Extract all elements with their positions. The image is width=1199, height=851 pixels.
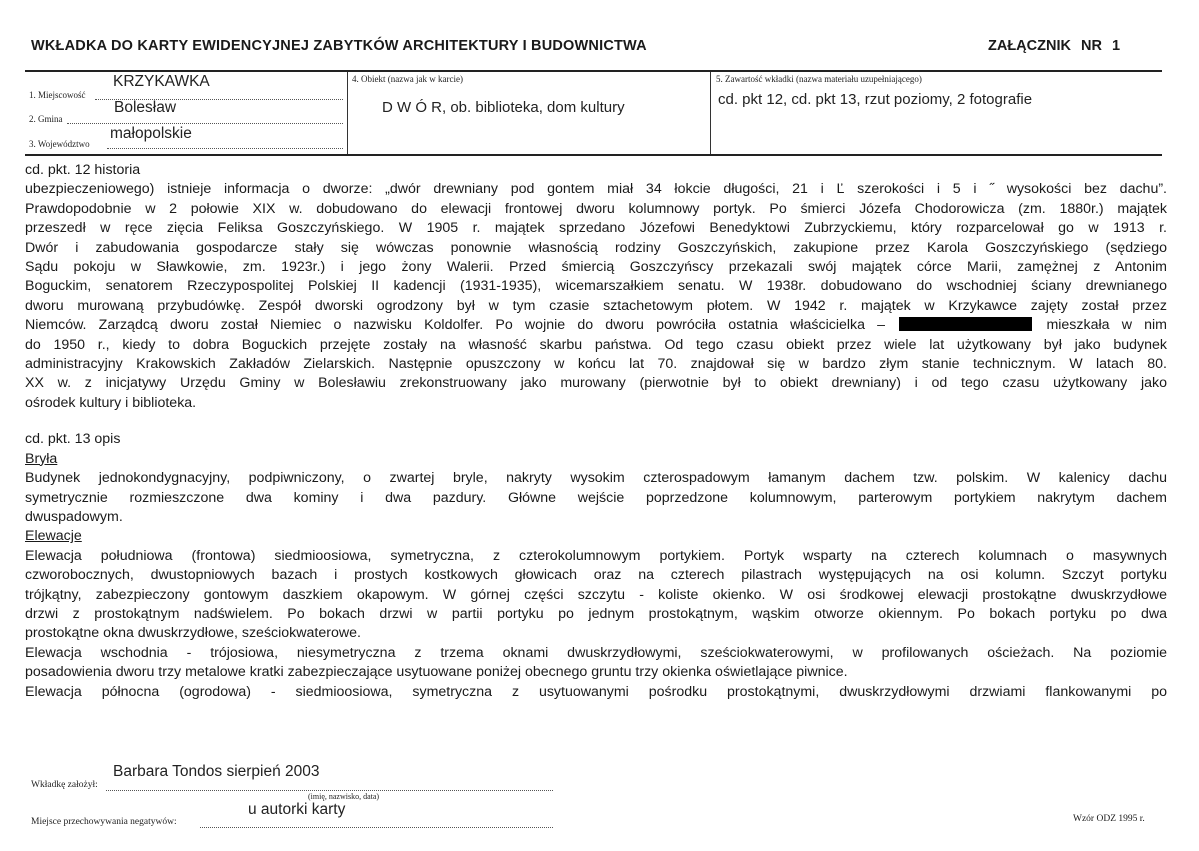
text-line: Elewacja południowa (frontowa) siedmioosiowa, symetryczna, z czterokolumnowym portykiem. Portyk wsparty na czterech kolumnach o masywnych — [25, 547, 1167, 564]
text-line: dwuspadowym. — [25, 508, 123, 525]
text-line: ośrodek kultury i biblioteka. — [25, 394, 197, 411]
column-divider — [710, 72, 711, 154]
text-line: Prawdopodobnie w 2 połowie XIX w. dobudowano do elewacji frontowej dworu kolumnowy portyk. Po śmierci Józefa Chodorowicza (zm. 1880r.) majątek — [25, 200, 1167, 217]
wojewodztwo-value: małopolskie — [110, 125, 192, 142]
negatives-value: u autorki karty — [248, 801, 346, 818]
text-line: symetrycznie rozmieszczone dwa kominy i dwa pazdury. Główne wejście poprzedzone kolumnowym, parterowym portykiem nakrytym dachem — [25, 489, 1167, 506]
form-header-box — [25, 70, 1162, 156]
negatives-label: Miejsce przechowywania negatywów: — [31, 817, 177, 827]
text-segment: Niemców. Zarządcą dworu został Niemiec o nazwisku Koldolfer. Po wojnie do dworu powróciła ostatnia właścicielka – — [25, 317, 886, 334]
elewacje-heading: Elewacje — [25, 528, 82, 545]
dotted-line — [106, 790, 553, 791]
text-line: drzwi z prostokątnym nadświelem. Po bokach drzwi w partii portyku po jednym prostokątnym, wąskim otworze okiennym. Po bokach portyku po dwa — [25, 605, 1167, 622]
text-line: administracyjny Krakowskich Zakładów Zielarskich. Następnie opuszczony w końcu lat 70. znajdował się w bardzo złym stanie technicznym. W latach 80. — [25, 356, 1167, 373]
text-line: Boguckim, senatorem Rzeczypospolitej Polskiej II kadencji (1931-1935), wicemarszałkiem senatu. W 1938r. dobudowano do wschodniej ściany drewnianego — [25, 278, 1167, 295]
text-line: XX w. z inicjatywy Urzędu Gminy w Bolesławiu zrekonstruowany jako murowany (pierwotnie był to obiekt drewniany) i od tego czasu użytkowany jako — [25, 375, 1167, 392]
miejscowosc-value: KRZYKAWKA — [113, 73, 210, 90]
section-13-heading: cd. pkt. 13 opis — [25, 431, 121, 448]
text-line: Budynek jednokondygnacyjny, podpiwniczony, o zwartej bryle, nakryty wysokim czterospadowym łamanym dachem tzw. polskim. W kalenicy dachu — [25, 470, 1167, 487]
text-line: Elewacja północna (ogrodowa) - siedmioosiowa, symetryczna z usytuowanymi pośrodku prostokątnymi, dwuskrzydłowymi drzwiami flankowanymi po — [25, 683, 1167, 700]
gmina-value: Bolesław — [114, 99, 177, 116]
text-line: trójkątny, zabezpieczony gontowym daszkiem okapowym. W górnej części szczytu - koliste okienko. W osi środkowej elewacji prostokątne dwuskrzydłowe — [25, 586, 1167, 603]
text-line: dworu murowaną przybudówkę. Zespół dworski ogrodzony był w tym czasie sztachetowym płotem. W 1942 r. majątek w Krzykawce zajęty został przez — [25, 297, 1167, 314]
dotted-line — [67, 123, 343, 124]
text-line: Dwór i zabudowania gospodarcze stały się wówczas ponownie własnością rodziny Goszczyńskich, zakupione przez Karola Goszczyńskiego (sędziego — [25, 239, 1167, 256]
text-line-redacted — [25, 316, 1167, 335]
text-line: prostokątne okna dwuskrzydłowe, sześciokwaterowe. — [25, 625, 361, 642]
text-line: Sądu pokoju w Sławkowie, zm. 1923r.) i jego żony Walerii. Przed śmiercią Goszczyńscy przekazali swój majątek córce Marii, zamężnej z Antonim — [25, 259, 1167, 276]
text-line: ubezpieczeniowego) istnieje informacja o dworze: „dwór drewniany pod gontem miał 34 łokcie długości, 21 i Ľ szerokości i 5 i ˝ wysokości bez dachu”. — [25, 181, 1167, 198]
document-title: WKŁADKA DO KARTY EWIDENCYJNEJ ZABYTKÓW ARCHITEKTURY I BUDOWNICTWA — [31, 38, 647, 54]
section-12-heading: cd. pkt. 12 historia — [25, 162, 141, 178]
dotted-line — [107, 148, 343, 149]
form-template-note: Wzór ODZ 1995 r. — [1073, 814, 1145, 824]
text-line: posadowienia dworu trzy metalowe kratki zabezpieczające usytuowane poniżej obecnego gruntu trzy okienka oświetlające piwnice. — [25, 664, 848, 681]
dotted-line — [200, 827, 553, 828]
column-divider — [347, 72, 348, 154]
obiekt-label: 4. Obiekt (nazwa jak w karcie) — [352, 74, 463, 84]
bryla-heading: Bryła — [25, 450, 58, 467]
obiekt-value: D W Ó R, ob. biblioteka, dom kultury — [382, 99, 625, 116]
author-value: Barbara Tondos sierpień 2003 — [113, 763, 320, 780]
zawartosc-label: 5. Zawartość wkładki (nazwa materiału uzupełniającego) — [716, 74, 922, 84]
zawartosc-value: cd. pkt 12, cd. pkt 13, rzut poziomy, 2 fotografie — [718, 91, 1033, 108]
text-line: Elewacja wschodnia - trójosiowa, niesymetryczna z trzema oknami dwuskrzydłowymi, sześciokwaterowymi, w profilowanych ościeżach. Na poziomie — [25, 644, 1167, 661]
wojewodztwo-label: 3. Województwo — [29, 139, 90, 149]
redaction-bar — [899, 317, 1032, 331]
text-segment: mieszkała w nim — [1046, 317, 1167, 334]
miejscowosc-label: 1. Miejscowość — [29, 90, 86, 100]
text-line: do 1950 r., kiedy to dobra Boguckich przejęte zostały na własność skarbu państwa. Od tego czasu obiekt przez wiele lat użytkowany był jako budynek — [25, 336, 1167, 353]
annex-number: ZAŁĄCZNIK NR 1 — [988, 38, 1121, 54]
text-line: czworobocznych, dwustopniowych bazach i prostych kostkowych głowicach oraz na czterech pilastrach występujących na osi kolumn. Szczyt portyku — [25, 567, 1167, 584]
document-body — [25, 161, 1167, 702]
text-line: przeszedł w ręce zięcia Feliksa Goszczyńskiego. W 1905 r. majątek sprzedano Józefowi Benedyktowi Zubrzyckiemu, który rozparcelował go w 1913 r. — [25, 220, 1167, 237]
gmina-label: 2. Gmina — [29, 114, 63, 124]
author-label: Wkładkę założył: — [31, 780, 98, 790]
author-hint: (imię, nazwisko, data) — [308, 792, 380, 801]
